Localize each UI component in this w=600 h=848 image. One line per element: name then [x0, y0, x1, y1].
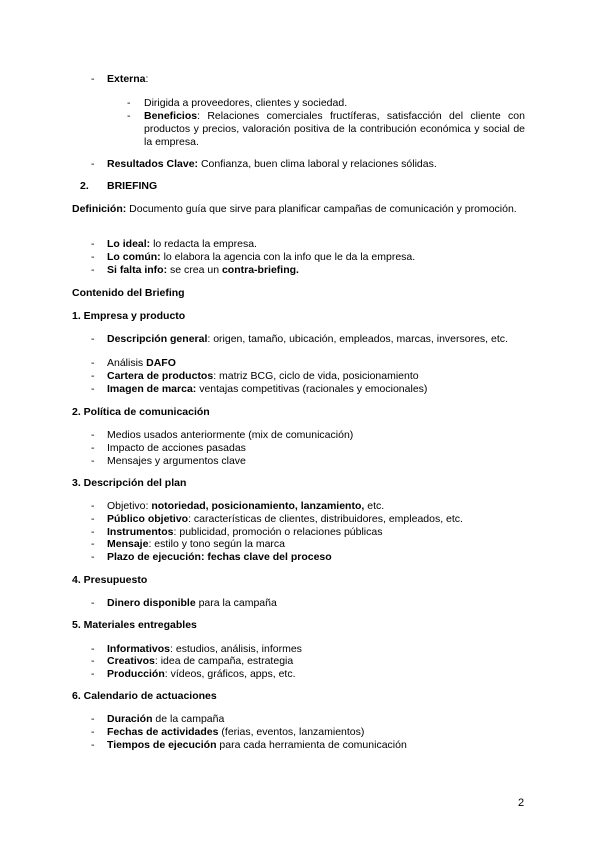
list-item: Mensajes y argumentos clave — [107, 455, 246, 467]
subheading: Contenido del Briefing — [72, 287, 185, 299]
bullet: - — [91, 551, 95, 563]
list-item: Objetivo: notoriedad, posicionamiento, lanzamiento, etc. — [107, 500, 385, 512]
bullet: - — [91, 158, 95, 170]
bullet: - — [91, 726, 95, 738]
section-title: 6. Calendario de actuaciones — [72, 690, 217, 702]
bullet: - — [91, 513, 95, 525]
section-title: 4. Presupuesto — [72, 574, 148, 586]
resultados-item: Resultados Clave: Confianza, buen clima laboral y relaciones sólidas. — [107, 158, 437, 170]
list-item: Lo común: lo elabora la agencia con la info que le da la empresa. — [107, 251, 416, 263]
list-item: Público objetivo: características de clientes, distribuidores, empleados, etc. — [107, 513, 463, 525]
list-item: Dirigida a proveedores, clientes y sociedad. — [144, 97, 348, 109]
bullet: - — [91, 500, 95, 512]
bullet: - — [91, 251, 95, 263]
bullet: - — [91, 643, 95, 655]
list-item: Fechas de actividades (ferias, eventos, lanzamientos) — [107, 726, 365, 738]
bullet: - — [91, 429, 95, 441]
bullet: - — [91, 264, 95, 276]
bullet: - — [127, 110, 131, 122]
bullet: - — [91, 739, 95, 751]
list-item: Dinero disponible para la campaña — [107, 597, 277, 609]
list-item: Informativos: estudios, análisis, informes — [107, 643, 302, 655]
list-item: Tiempos de ejecución para cada herramienta de comunicación — [107, 739, 407, 751]
bullet: - — [91, 442, 95, 454]
bullet: - — [91, 357, 95, 369]
section-title: 5. Materiales entregables — [72, 619, 197, 631]
list-item: Mensaje: estilo y tono según la marca — [107, 538, 286, 550]
list-item: Imagen de marca: ventajas competitivas (racionales y emocionales) — [107, 383, 428, 395]
list-item: Cartera de productos: matriz BCG, ciclo de vida, posicionamiento — [107, 370, 419, 382]
bullet: - — [91, 370, 95, 382]
section-title: 3. Descripción del plan — [72, 477, 187, 489]
section-number: 2. — [80, 180, 89, 192]
list-item: Plazo de ejecución: fechas clave del proceso — [107, 551, 332, 563]
bullet: - — [91, 238, 95, 250]
bullet: - — [91, 538, 95, 550]
section-title: 1. Empresa y producto — [72, 310, 186, 322]
list-item: Análisis DAFO — [107, 357, 176, 369]
list-item: Creativos: idea de campaña, estrategia — [107, 655, 294, 667]
list-item: Descripción general: origen, tamaño, ubicación, empleados, marcas, inversores, etc. — [107, 333, 508, 345]
list-item: Medios usados anteriormente (mix de comunicación) — [107, 429, 354, 441]
bullet: - — [91, 668, 95, 680]
bullet: - — [127, 97, 131, 109]
definition-paragraph: Definición: Documento guía que sirve para planificar campañas de comunicación y promoción. — [72, 203, 517, 215]
bullet: - — [91, 655, 95, 667]
list-item: Producción: vídeos, gráficos, apps, etc. — [107, 668, 296, 680]
bullet: - — [91, 73, 95, 85]
bullet: - — [91, 383, 95, 395]
list-item: Si falta info: se crea un contra-briefing. — [107, 264, 299, 276]
list-item: Beneficios: Relaciones comerciales fructíferas, satisfacción del cliente con productos y precios, valoración positiva de la contribución económica y social de la empresa. — [144, 110, 525, 148]
list-item: Duración de la campaña — [107, 713, 225, 725]
list-item: Impacto de acciones pasadas — [107, 442, 246, 454]
section-heading: BRIEFING — [107, 180, 158, 192]
bullet: - — [91, 597, 95, 609]
bullet: - — [91, 526, 95, 538]
page-number: 2 — [518, 797, 525, 809]
list-item: Lo ideal: lo redacta la empresa. — [107, 238, 257, 250]
externa-heading: Externa: — [107, 73, 149, 85]
bullet: - — [91, 333, 95, 345]
list-item: Instrumentos: publicidad, promoción o relaciones públicas — [107, 526, 383, 538]
bullet: - — [91, 455, 95, 467]
bullet: - — [91, 713, 95, 725]
section-title: 2. Política de comunicación — [72, 406, 210, 418]
